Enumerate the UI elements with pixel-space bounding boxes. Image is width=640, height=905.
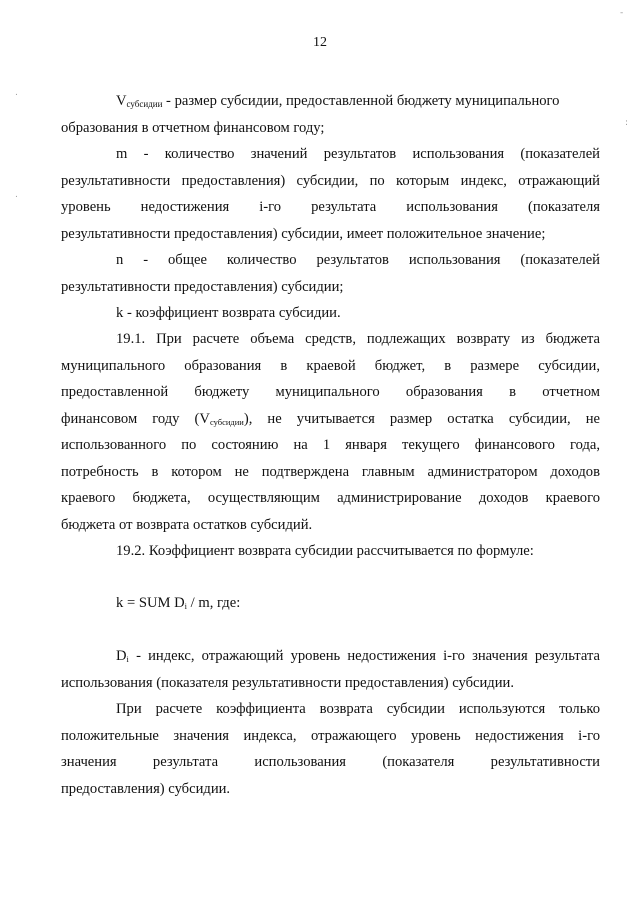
paragraph-positive-values: При расчете коэффициента возврата субсидии используются только положительные значения индекса, отражающего уровень недостижения i-го значения результата использования (показателя результативности предоставления) субсидии. <box>61 701 600 797</box>
scan-speck: . <box>15 88 18 98</box>
page-number: 12 <box>313 35 327 50</box>
definition-k: k - коэффициент возврата субсидии. <box>116 305 341 321</box>
scan-speck: - <box>620 8 624 18</box>
definition-v-subsidy: $V_{субсидии}$ - размер субсидии, предоставленной бюджету муниципального образования в отчетном финансовом году; <box>61 93 560 136</box>
scan-speck: . <box>15 190 18 200</box>
paragraph-19-2: 19.2. Коэффициент возврата субсидии рассчитывается по формуле: <box>116 543 534 559</box>
scan-speck: : <box>625 118 629 128</box>
definition-m: m - количество значений результатов использования (показателей результативности предоставления) субсидии, по которым индекс, отражающий уровень недостижения i-го результата использования (показателя результативности предоставления) субсидии, имеет положительное значение; <box>61 146 600 242</box>
formula: k = SUM $D_i$ / m, где: <box>116 595 241 611</box>
paragraph-19-1: 19.1. При расчете объема средств, подлежащих возврату из бюджета муниципального образования в краевой бюджет, в размере субсидии, предоставленной бюджету муниципального образования в отчетном финансовом году $(V_{субсидии})$, не учитывается размер остатка субсидии, не использованного по состоянию на 1 января текущего финансового года, потребность в котором не подтверждена главным администратором доходов краевого бюджета, осуществляющим администрирование доходов краевого бюджета от возврата остатков субсидий. <box>61 331 600 533</box>
definition-d-i: $D_i$ - индекс, отражающий уровень недостижения i-го значения результата использования (показателя результативности предоставления) субсидии. <box>61 648 600 691</box>
definition-n: n - общее количество результатов использования (показателей результативности предоставления) субсидии; <box>61 252 600 295</box>
